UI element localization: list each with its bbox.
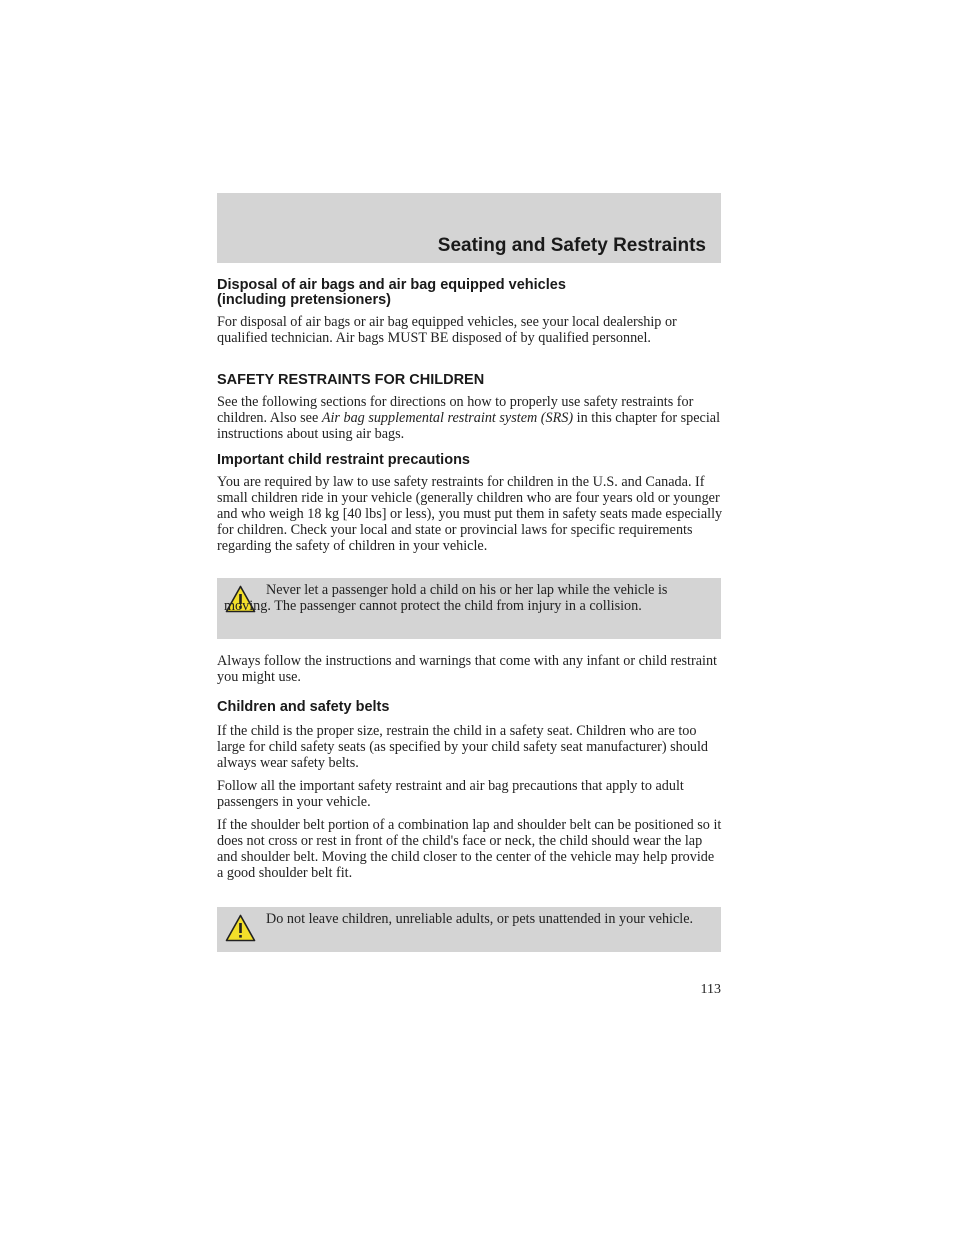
srs-reference: Air bag supplemental restraint system (SRS) [321, 410, 574, 426]
belts-para3 [217, 817, 723, 881]
page-number: 113 [700, 982, 721, 997]
belts-paragraph-3: If the shoulder belt portion of a combination lap and shoulder belt can be positioned so it does not cross or rest in front of the child's face or neck, the child should wear the lap and shoulder belt. Moving the child closer to the center of the vehicle may help provide a good shoulder belt fit. [217, 817, 722, 881]
children-text-1: See the following sections for directions on how to properly use safety restraints for children. Also see [217, 394, 694, 426]
disposal-heading-line1: Disposal of air bags and air bag equipped vehicles [217, 277, 566, 293]
precautions-after-paragraph: Always follow the instructions and warnings that come with any infant or child restraint you might use. [217, 653, 717, 685]
disposal-body [217, 314, 723, 346]
disposal-heading [217, 278, 723, 308]
belts-heading [217, 700, 723, 715]
disposal-heading-line2: (including pretensioners) [217, 292, 392, 308]
precautions-after [217, 653, 723, 685]
manual-page [217, 193, 723, 997]
precautions-heading-text: Important child restraint precautions [217, 452, 470, 468]
children-paragraph [217, 394, 723, 442]
precautions-body [217, 474, 723, 554]
children-heading-text: SAFETY RESTRAINTS FOR CHILDREN [217, 372, 485, 388]
warning-box-unattended [217, 907, 721, 952]
belts-para1 [217, 723, 723, 771]
warning-text-unattended: Do not leave children, unreliable adults, or pets unattended in your vehicle. [266, 911, 694, 927]
warning-text-lap: Never let a passenger hold a child on his or her lap while the vehicle is moving. The passenger cannot protect the child from injury in a collision. [224, 582, 668, 614]
belts-heading-text: Children and safety belts [217, 699, 390, 715]
precautions-heading [217, 453, 723, 468]
header-band [217, 193, 721, 263]
children-body [217, 394, 723, 442]
page-title: Seating and Safety Restraints [437, 235, 706, 256]
children-heading [217, 373, 723, 388]
precautions-paragraph: You are required by law to use safety restraints for children in the U.S. and Canada. If small children ride in your vehicle (generally children who are four years old or younger and who weigh 18 kg [40 lbs] or less), you must put them in safety seats made especially for children. Check your local and state or provincial laws for specific requirements regarding the safety of children in your vehicle. [217, 474, 723, 554]
warning-triangle-icon [225, 914, 256, 942]
children-text-2: in this chapter for special instructions about using air bags. [217, 410, 721, 442]
warning-box-lap [217, 578, 721, 639]
belts-paragraph-1: If the child is the proper size, restrain the child in a safety seat. Children who are too large for child safety seats (as specified by your child safety seat manufacturer) should always wear safety belts. [217, 723, 708, 771]
belts-paragraph-2: Follow all the important safety restraint and air bag precautions that apply to adult passengers in your vehicle. [217, 778, 684, 810]
belts-para2 [217, 778, 723, 810]
disposal-paragraph: For disposal of air bags or air bag equipped vehicles, see your local dealership or qualified technician. Air bags MUST BE disposed of by qualified personnel. [217, 314, 677, 346]
